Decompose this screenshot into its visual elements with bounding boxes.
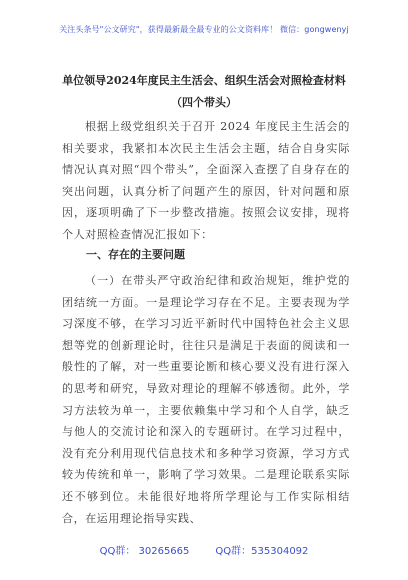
qq-group-1[interactable]: QQ群： 30265665 [99, 546, 190, 557]
document-subtitle: （四个带头） [171, 96, 237, 109]
section-paragraph: （一）在带头严守政治纪律和政治规矩，维护党的团结统一方面。一是理论学习存在不足。主要表现为学习深度不够，在学习习近平新时代中国特色社会主义思想等党的创新理论时，往往只是满足于表面的阅读和一般性的了解，对一些重要论断和核心要义没有进行深入的思考和研究，导致对理论的理解不够透彻。此外，学习方法较为单一，主要依赖集中学习和个人自学，缺乏与他人的交流讨论和深入的专题研讨。在学习过程中，没有充分利用现代信息技术和多种学习资源，学习方式较为传统和单一，影响了学习效果。二是理论联系实际还不够到位。未能很好地将所学理论与工作实际相结合，在运用理论指导实践、 [62, 274, 350, 525]
intro-paragraph: 根据上级党组织关于召开 2024 年度民主生活会的相关要求，我紧扣本次民主生活会主题，结合自身实际情况认真对照“四个带头”，全面深入查摆了自身存在的突出问题，认真分析了问题产生的原因，针对问题和原因，逐项明确了下一步整改措施。按照会议安排，现将个人对照检查情况汇报如下： [62, 120, 350, 241]
promo-banner[interactable]: 关注头条号"公文研究"，获得最新最全最专业的公文资料库！ 微信：gongwenyj [59, 25, 349, 34]
footer-contacts [0, 542, 408, 557]
document-title: 单位领导2024年度民主生活会、组织生活会对照检查材料 [62, 74, 346, 87]
section-heading: 一、存在的主要问题 [86, 248, 185, 261]
qq-group-2[interactable]: QQ群：535304092 [215, 546, 309, 557]
